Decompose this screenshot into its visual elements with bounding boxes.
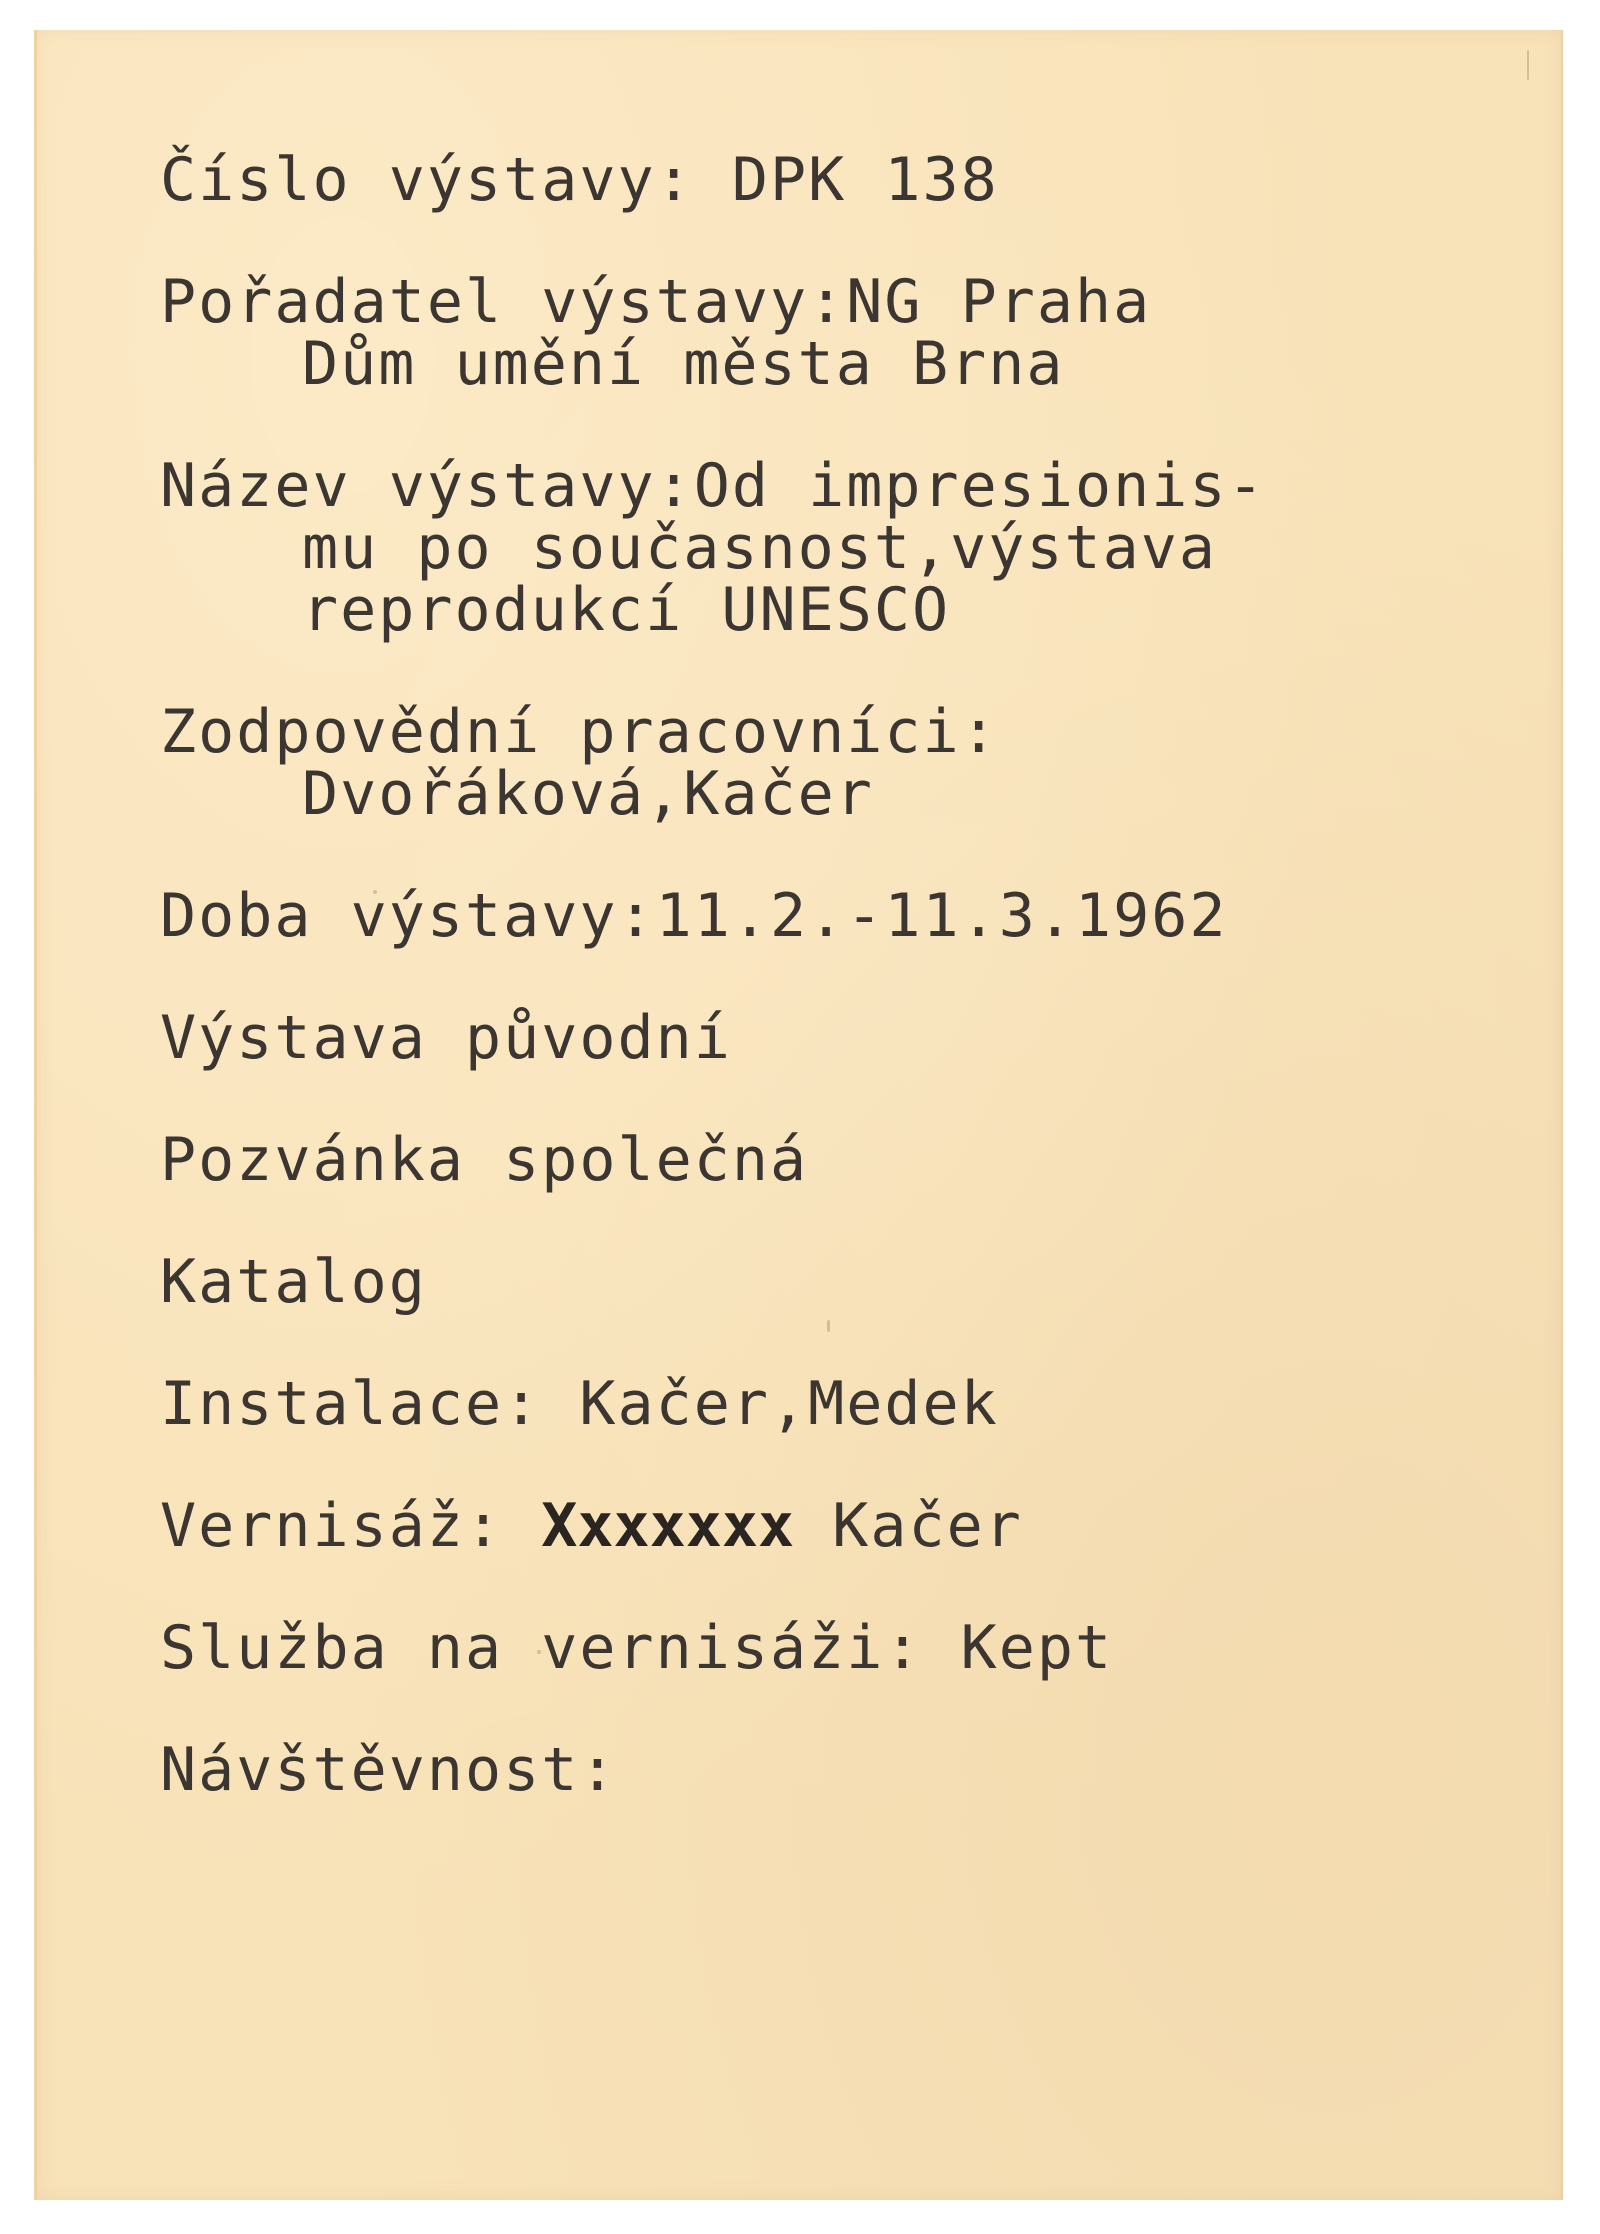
field-value: Kačer [794,1491,1023,1561]
field-exhibition-number [160,145,1540,215]
struck-out-text: Xxxxxxx [541,1491,795,1561]
field-invitation [160,1125,1540,1195]
field-label: Služba na vernisáži: [160,1613,923,1683]
field-label: Katalog [160,1247,427,1317]
field-installation [160,1369,1540,1439]
field-attendance [160,1735,1540,1805]
field-label: Zodpovědní pracovníci: [160,697,999,767]
field-original-exhibition [160,1003,1540,1073]
typed-record [160,145,1540,1860]
field-exhibition-title [160,451,1540,645]
field-value: Kept [922,1613,1114,1683]
field-organizer [160,267,1540,399]
field-vernissage-service [160,1613,1540,1683]
field-label: Návštěvnost: [160,1735,618,1805]
field-continuation: Dům umění města Brna [302,329,1065,399]
field-value: NG Praha [846,267,1152,337]
field-value: Od impresionis- [693,451,1266,521]
field-label: Číslo výstavy: [160,145,694,215]
field-responsible-staff [160,697,1540,829]
field-catalogue [160,1247,1540,1317]
field-label: Výstava původní [160,1003,732,1073]
field-continuation: reprodukcí UNESCO [302,575,951,645]
field-label: Název výstavy: [160,451,694,521]
field-label: Vernisáž: [160,1491,504,1561]
field-value: DPK 138 [693,145,999,215]
field-label: Pozvánka společná [160,1125,809,1195]
field-label: Instalace: [160,1369,542,1439]
field-label: Pořadatel výstavy: [160,267,847,337]
field-value: Kačer,Medek [541,1369,999,1439]
field-exhibition-dates [160,881,1540,951]
field-value: 11.2.-11.3.1962 [655,881,1228,951]
field-continuation: mu po současnost,výstava [302,513,1217,583]
field-label: Doba výstavy: [160,881,656,951]
field-continuation: Dvořáková,Kačer [302,759,874,829]
paper-speck [1527,50,1529,80]
field-vernissage [160,1491,1540,1561]
